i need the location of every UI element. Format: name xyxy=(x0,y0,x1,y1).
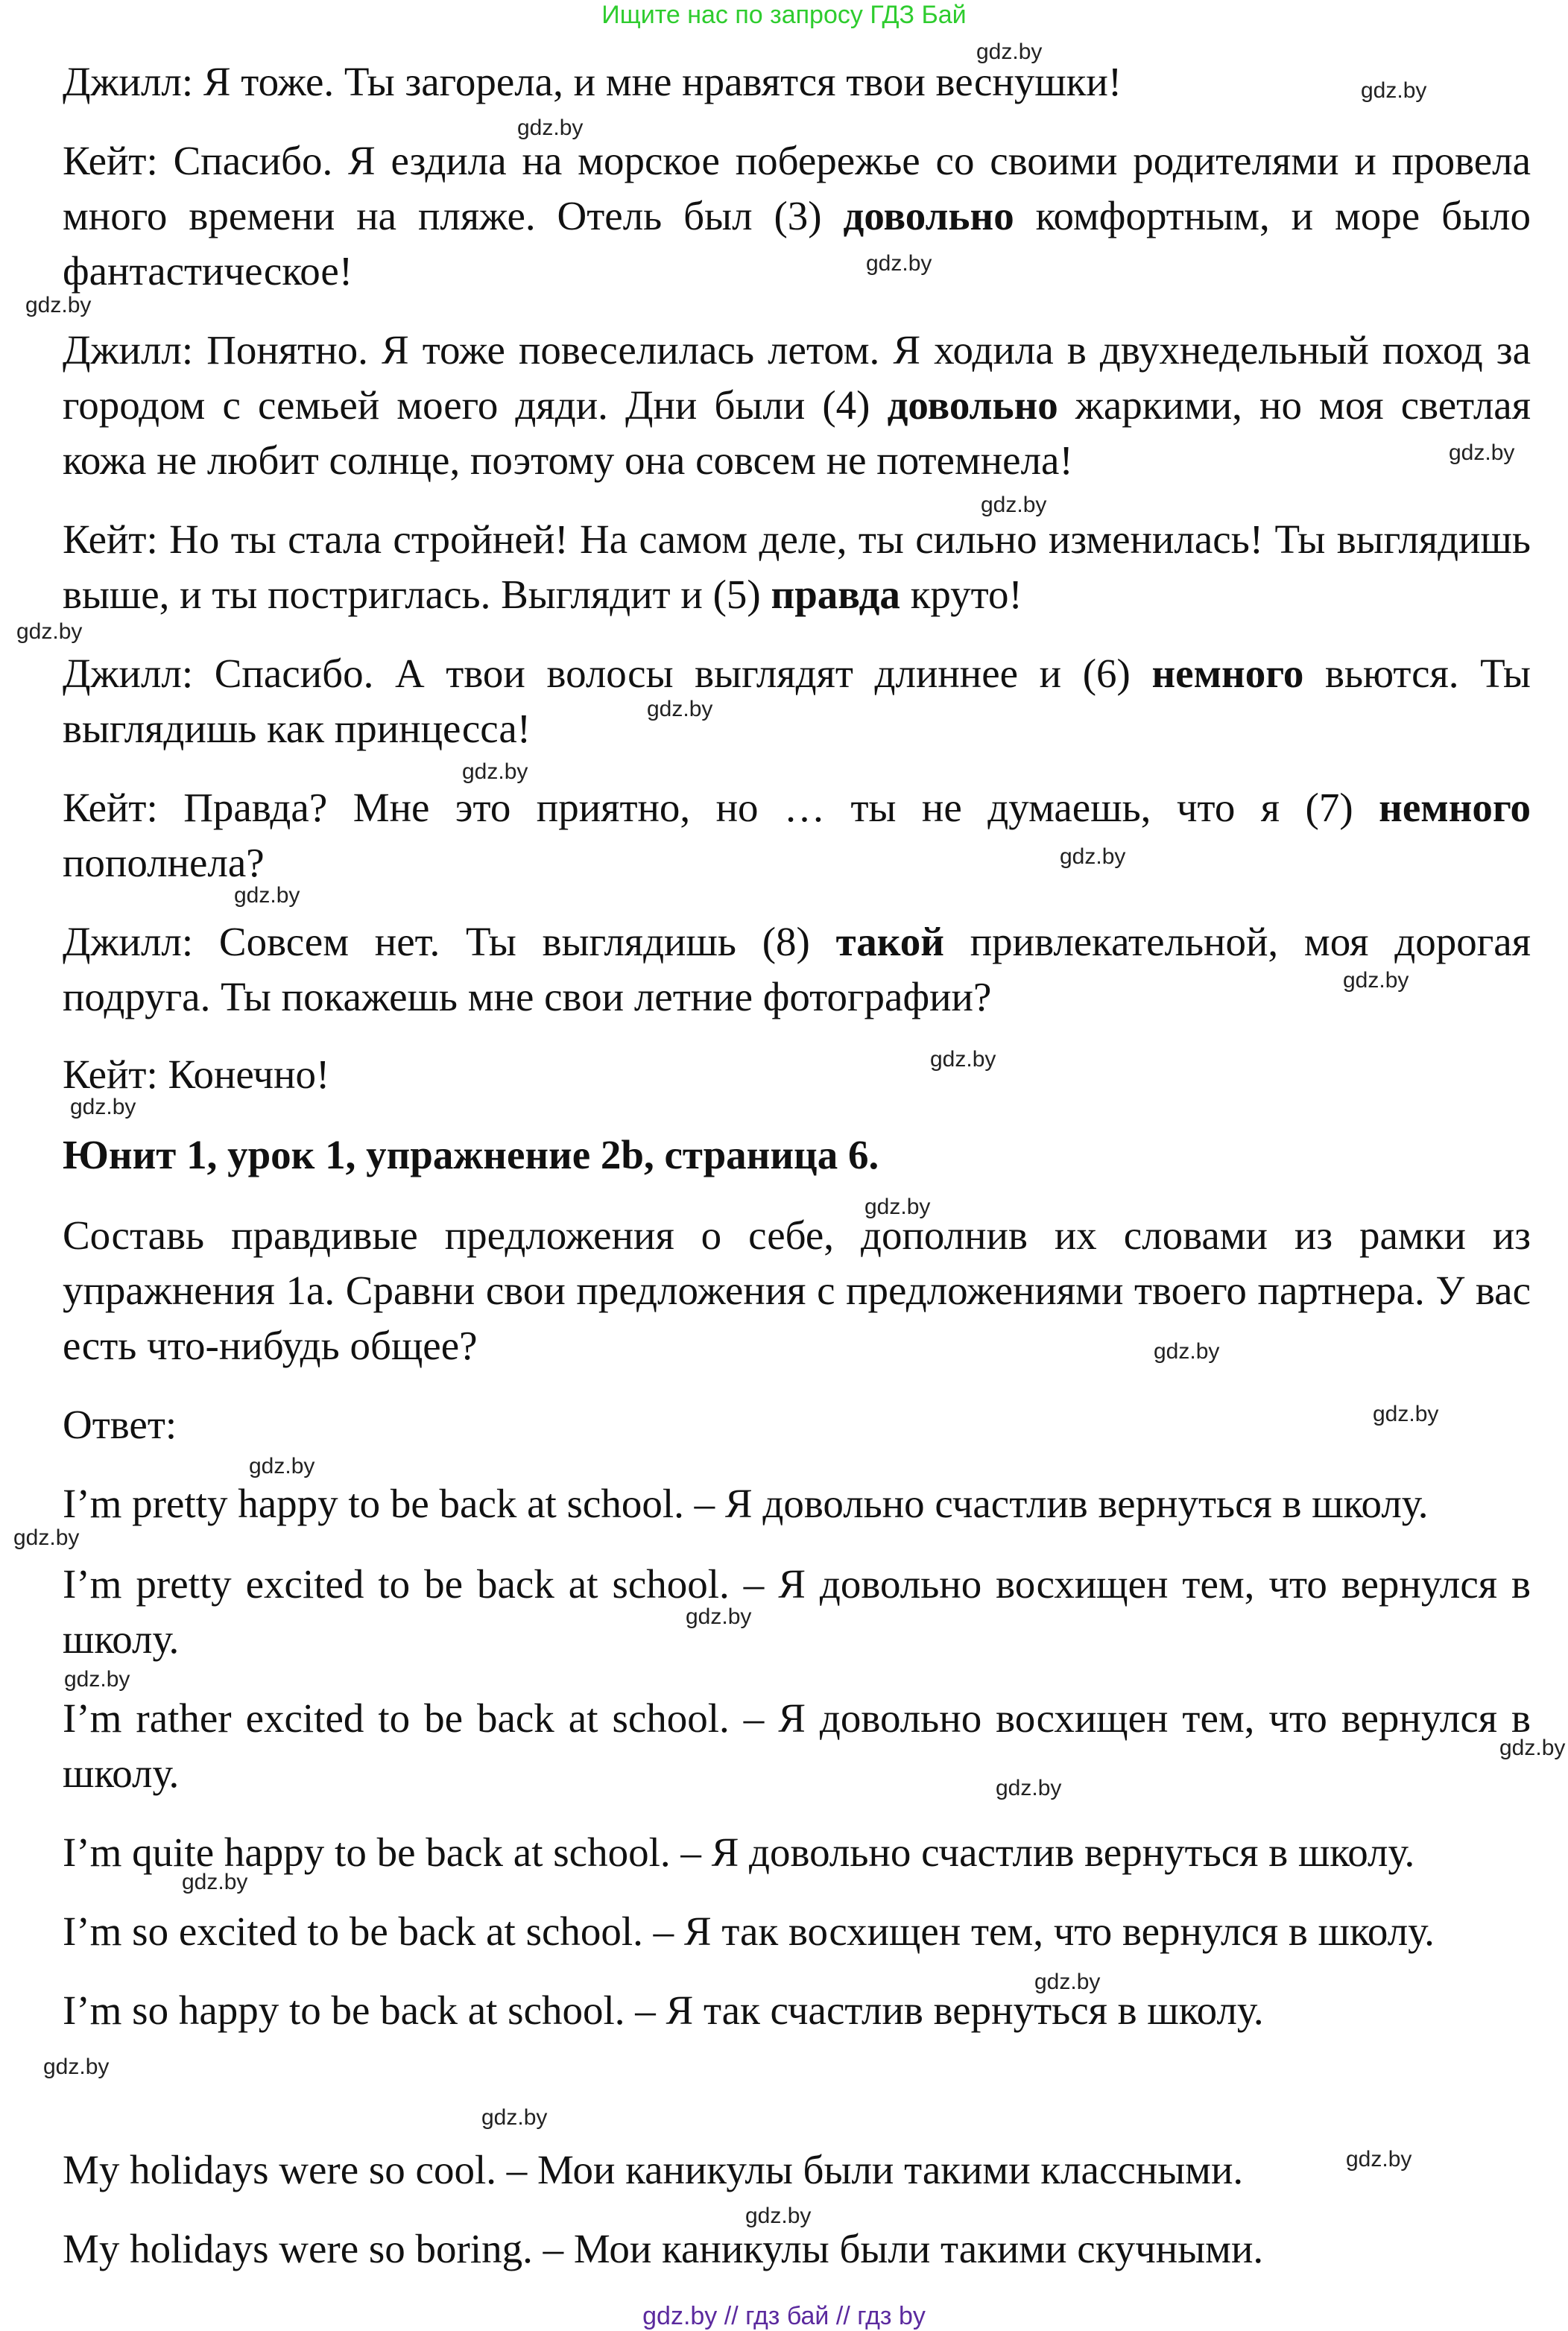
watermark: gdz.by xyxy=(13,1525,80,1550)
answer-sentence xyxy=(63,2142,1531,2198)
bold-text: немного xyxy=(1379,785,1531,830)
bold-text: довольно xyxy=(887,382,1058,428)
text-segment: привлекательной, моя дорогая подруга. Ты покажешь мне свои летние фотографии? xyxy=(63,919,1531,1019)
text-segment: I’m so happy to be back at school. – Я так счастлив вернуться в школу. xyxy=(63,1987,1264,2033)
text-segment: Джилл: Я тоже. Ты загорела, и мне нравятся твои веснушки! xyxy=(63,59,1122,104)
text-segment: Кейт: Конечно! xyxy=(63,1051,330,1097)
dialogue-line xyxy=(63,1047,1531,1102)
watermark: gdz.by xyxy=(866,251,932,276)
answer-sentence xyxy=(63,1825,1531,1880)
watermark: gdz.by xyxy=(182,1870,248,1894)
answer-sentence xyxy=(63,1557,1531,1667)
bold-text: Юнит 1, урок 1, упражнение 2b, страница 6. xyxy=(63,1132,879,1177)
watermark: gdz.by xyxy=(1373,1402,1439,1426)
watermark: gdz.by xyxy=(1346,2147,1412,2172)
search-banner[interactable]: Ищите нас по запросу ГДЗ Бай xyxy=(601,1,967,29)
answer-sentence xyxy=(63,1691,1531,1801)
bold-text: довольно xyxy=(843,193,1014,238)
watermark: gdz.by xyxy=(462,759,528,784)
watermark: gdz.by xyxy=(43,2055,110,2079)
watermark: gdz.by xyxy=(234,883,300,908)
watermark: gdz.by xyxy=(1343,968,1409,993)
text-segment: I’m pretty excited to be back at school. – Я довольно восхищен тем, что вернулся в школу. xyxy=(63,1561,1531,1662)
watermark: gdz.by xyxy=(70,1095,136,1119)
watermark: gdz.by xyxy=(976,39,1043,64)
text-segment: Составь правдивые предложения о себе, дополнив их словами из рамки из упражнения 1a. Сравни свои предложения с предложениями твоего партнера. У вас есть что-нибудь общее? xyxy=(63,1212,1531,1368)
watermark: gdz.by xyxy=(1154,1339,1220,1364)
exercise-task xyxy=(63,1208,1531,1373)
watermark: gdz.by xyxy=(25,293,92,317)
bold-text: такой xyxy=(835,919,944,964)
text-segment: I’m so excited to be back at school. – Я так восхищен тем, что вернулся в школу. xyxy=(63,1908,1435,1954)
watermark: gdz.by xyxy=(864,1195,931,1219)
watermark: gdz.by xyxy=(996,1776,1062,1800)
watermark: gdz.by xyxy=(647,697,713,721)
watermark: gdz.by xyxy=(1034,1970,1101,1994)
exercise-heading xyxy=(63,1127,1531,1183)
text-segment: жаркими, но моя светлая кожа не любит солнце, поэтому она совсем не потемнела! xyxy=(63,382,1531,483)
watermark: gdz.by xyxy=(1361,78,1427,103)
text-segment: Джилл: Совсем нет. Ты выглядишь (8) xyxy=(63,919,836,964)
text-segment: I’m rather excited to be back at school. – Я довольно восхищен тем, что вернулся в школу. xyxy=(63,1695,1531,1796)
dialogue-line xyxy=(63,54,1531,110)
watermark: gdz.by xyxy=(1060,844,1126,869)
text-segment: вьются. Ты выглядишь как принцесса! xyxy=(63,651,1531,751)
footer-links[interactable]: gdz.by // гдз бай // гдз by xyxy=(642,2302,926,2330)
watermark: gdz.by xyxy=(481,2105,548,2130)
text-segment: I’m pretty happy to be back at school. – Я довольно счастлив вернуться в школу. xyxy=(63,1481,1429,1526)
answer-sentence xyxy=(63,1983,1531,2038)
text-segment: Джилл: Понятно. Я тоже повеселилась летом. Я ходила в двухнедельный поход за городом с семьей моего дяди. Дни были (4) xyxy=(63,327,1531,428)
bold-text: правда xyxy=(771,572,900,617)
watermark: gdz.by xyxy=(1449,440,1515,465)
text-segment: Кейт: Спасибо. Я ездила на морское побережье со своими родителями и провела много времени на пляже. Отель был (3) xyxy=(63,138,1531,238)
dialogue-line xyxy=(63,133,1531,299)
watermark: gdz.by xyxy=(517,116,584,140)
dialogue-line xyxy=(63,323,1531,488)
text-segment: Кейт: Но ты стала стройней! На самом деле, ты сильно изменилась! Ты выглядишь выше, и ты постриглась. Выглядит и (5) xyxy=(63,516,1531,617)
text-segment: My holidays were so boring. – Мои каникулы были такими скучными. xyxy=(63,2226,1264,2271)
text-segment: I’m quite happy to be back at school. – Я довольно счастлив вернуться в школу. xyxy=(63,1829,1415,1875)
text-segment: Джилл: Спасибо. А твои волосы выглядят длиннее и (6) xyxy=(63,651,1152,696)
watermark: gdz.by xyxy=(686,1604,752,1629)
dialogue-line xyxy=(63,780,1531,891)
text-segment: My holidays were so cool. – Мои каникулы были такими классными. xyxy=(63,2147,1244,2192)
answer-label xyxy=(63,1397,1531,1452)
answer-sentence xyxy=(63,2221,1531,2277)
watermark: gdz.by xyxy=(64,1667,130,1692)
text-segment: комфортным, и море было фантастическое! xyxy=(63,193,1531,294)
bold-text: немного xyxy=(1151,651,1304,696)
answer-sentence xyxy=(63,1904,1531,1959)
watermark: gdz.by xyxy=(16,619,83,644)
dialogue-line xyxy=(63,646,1531,756)
dialogue-line xyxy=(63,512,1531,622)
watermark: gdz.by xyxy=(1499,1736,1566,1760)
dialogue-line xyxy=(63,914,1531,1025)
watermark: gdz.by xyxy=(249,1454,315,1478)
watermark: gdz.by xyxy=(930,1047,996,1072)
watermark: gdz.by xyxy=(745,2204,812,2228)
text-segment: Кейт: Правда? Мне это приятно, но … ты не думаешь, что я (7) xyxy=(63,785,1379,830)
answer-sentence xyxy=(63,1476,1531,1531)
text-segment: круто! xyxy=(900,572,1022,617)
text-segment: Ответ: xyxy=(63,1402,177,1447)
text-segment: пополнела? xyxy=(63,840,265,885)
watermark: gdz.by xyxy=(981,493,1047,517)
